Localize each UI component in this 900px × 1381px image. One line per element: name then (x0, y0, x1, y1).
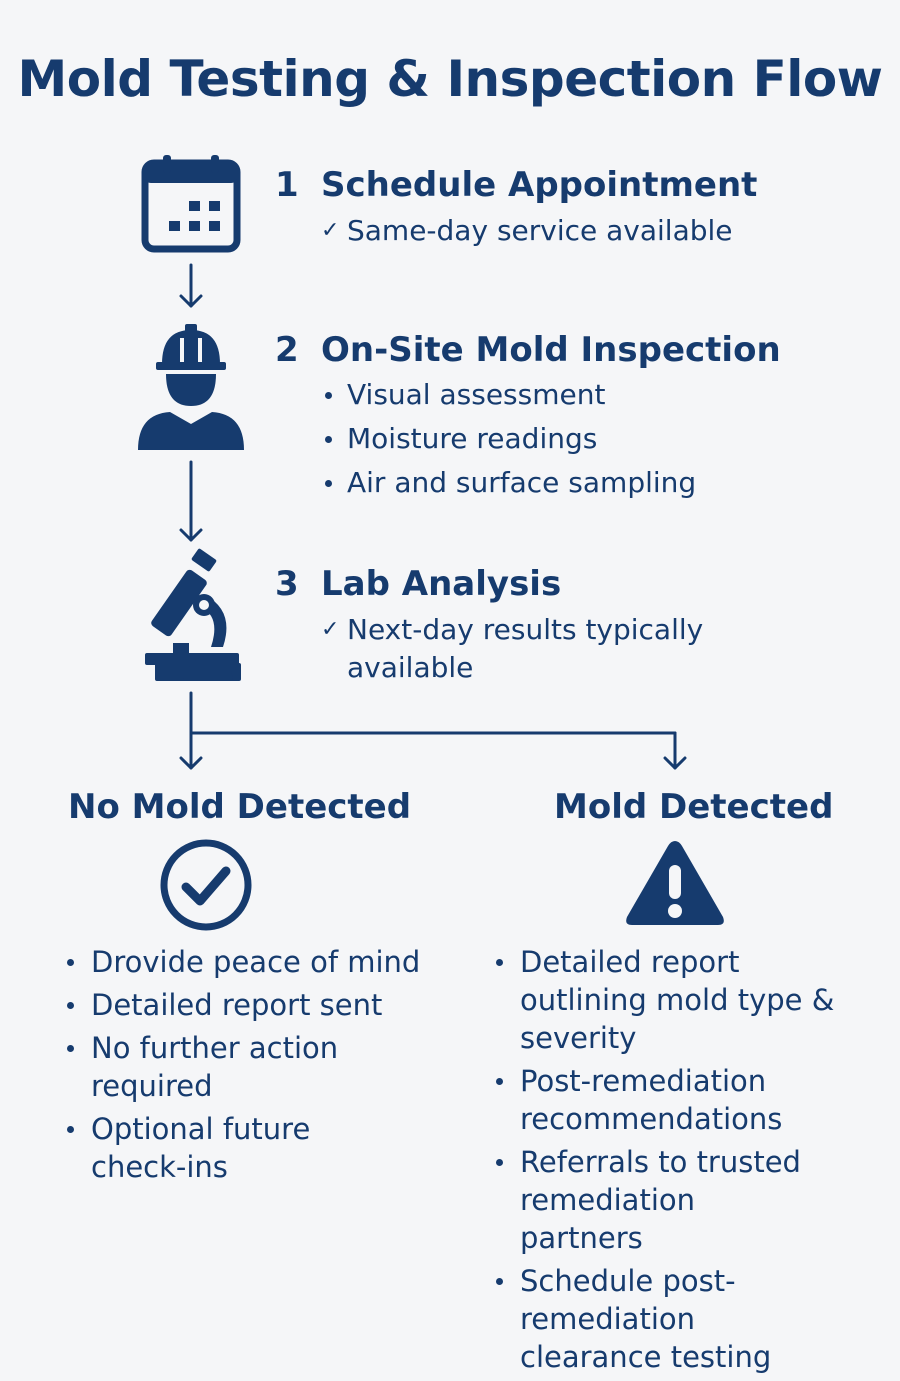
checkmark-icon: ✓ (321, 218, 340, 243)
warning-triangle-icon (622, 835, 728, 929)
list-item: Air and surface sampling (322, 464, 696, 502)
step-1-title: Schedule Appointment (321, 165, 758, 205)
list-item: Moisture readings (322, 420, 696, 458)
mold-detected-title: Mold Detected (554, 787, 834, 827)
step-2-number: 2 (275, 330, 299, 370)
list-item: Detailed report sent (66, 986, 446, 1024)
step-1-check (321, 212, 733, 250)
step-3-number: 3 (275, 564, 299, 604)
list-item: No further action required (66, 1029, 346, 1105)
list-item: Detailed report outlining mold type & severity (495, 943, 875, 1057)
microscope-icon (143, 555, 243, 683)
checkmark-icon: ✓ (321, 617, 340, 642)
step-3-title: Lab Analysis (321, 564, 562, 604)
step-3-check (321, 611, 727, 687)
step-1-check-text: Same-day service available (347, 214, 733, 247)
check-circle-icon (159, 838, 253, 932)
list-item: Referrals to trusted remediation partners (495, 1143, 825, 1257)
list-item: Optional future check-ins (66, 1110, 346, 1186)
calendar-icon (141, 153, 241, 253)
step-2-bullets (322, 376, 696, 508)
no-mold-bullets (66, 943, 446, 1191)
no-mold-title: No Mold Detected (68, 787, 412, 827)
step-2-title: On-Site Mold Inspection (321, 330, 781, 370)
step-1-number: 1 (275, 165, 299, 205)
list-item: Drovide peace of mind (66, 943, 446, 981)
inspector-hardhat-icon (136, 322, 246, 452)
mold-detected-bullets (495, 943, 875, 1381)
list-item: Post-remediation recommendations (495, 1062, 805, 1138)
step-3-check-text: Next-day results typically available (347, 613, 704, 684)
page-title: Mold Testing & Inspection Flow (17, 50, 883, 108)
list-item: Schedule post-remediation clearance testing (495, 1262, 795, 1376)
list-item: Visual assessment (322, 376, 696, 414)
